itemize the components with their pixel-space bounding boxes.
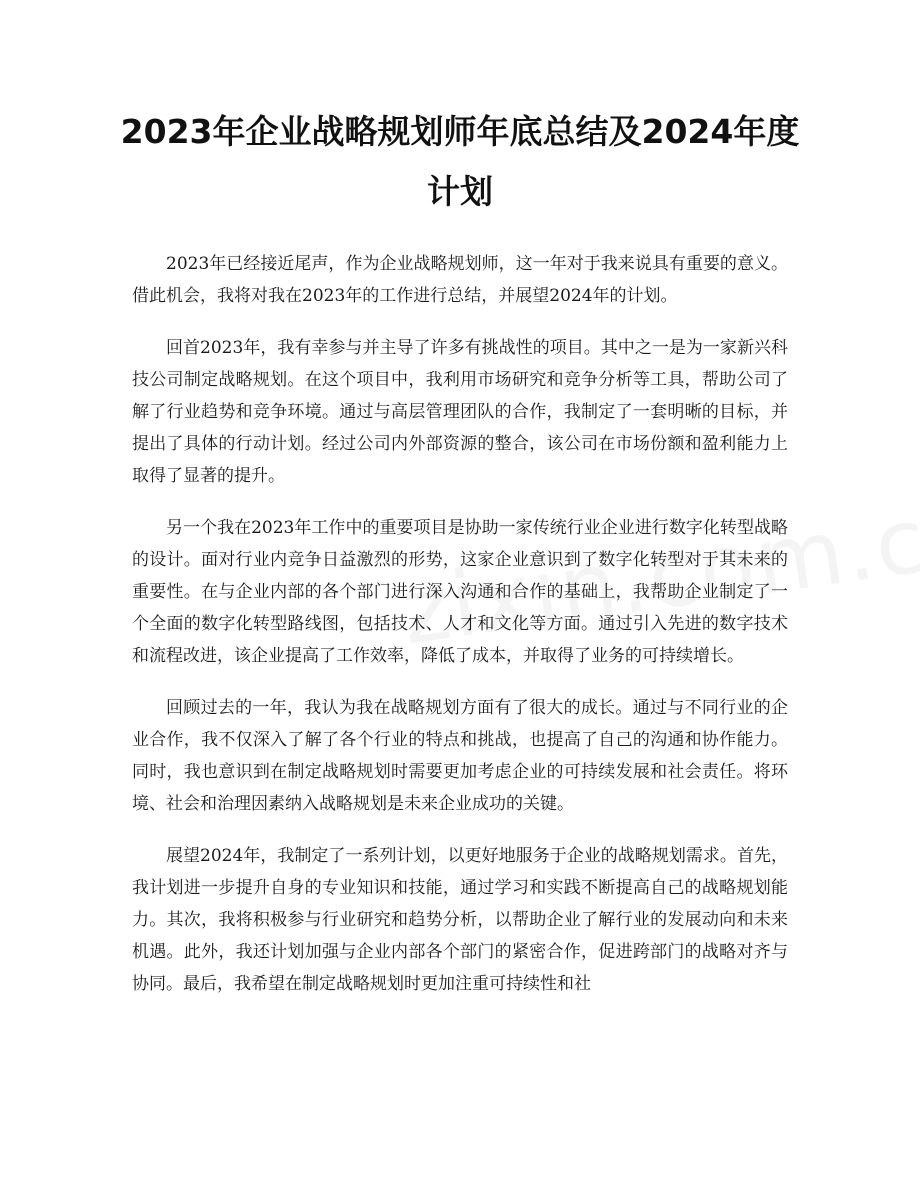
paragraph-project-two: 另一个我在2023年工作中的重要项目是协助一家传统行业企业进行数字化转型战略的设计。面对行业内竞争日益激烈的形势，这家企业意识到了数字化转型对于其未来的重要性。在与企业内部的各个部门进行深入沟通和合作的基础上，我帮助企业制定了一个全面的数字化转型路线图，包括技术、人才和文化等方面。通过引入先进的数字技术和流程改进，该企业提高了工作效率，降低了成本，并取得了业务的可持续增长。 xyxy=(132,518,788,666)
document-body xyxy=(132,248,788,1020)
paragraph-plan-2024: 展望2024年，我制定了一系列计划，以更好地服务于企业的战略规划需求。首先，我计划进一步提升自身的专业知识和技能，通过学习和实践不断提高自己的战略规划能力。其次，我将积极参与行业研究和趋势分析，以帮助企业了解行业的发展动向和未来机遇。此外，我还计划加强与企业内部各个部门的紧密合作，促进跨部门的战略对齐与协同。最后，我希望在制定战略规划时更加注重可持续性和社 xyxy=(132,846,788,994)
paragraph-reflection: 回顾过去的一年，我认为我在战略规划方面有了很大的成长。通过与不同行业的企业合作，我不仅深入了解了各个行业的特点和挑战，也提高了自己的沟通和协作能力。同时，我也意识到在制定战略规划时需要更加考虑企业的可持续发展和社会责任。将环境、社会和治理因素纳入战略规划是未来企业成功的关键。 xyxy=(132,698,788,814)
paragraph-intro: 2023年已经接近尾声，作为企业战略规划师，这一年对于我来说具有重要的意义。借此机会，我将对我在2023年的工作进行总结，并展望2024年的计划。 xyxy=(132,254,788,306)
document-title: 2023年企业战略规划师年底总结及2024年度计划 xyxy=(120,112,800,211)
paragraph-project-one: 回首2023年，我有幸参与并主导了许多有挑战性的项目。其中之一是为一家新兴科技公司制定战略规划。在这个项目中，我利用市场研究和竞争分析等工具，帮助公司了解了行业趋势和竞争环境。通过与高层管理团队的合作，我制定了一套明晰的目标，并提出了具体的行动计划。经过公司内外部资源的整合，该公司在市场份额和盈利能力上取得了显著的提升。 xyxy=(132,338,788,486)
